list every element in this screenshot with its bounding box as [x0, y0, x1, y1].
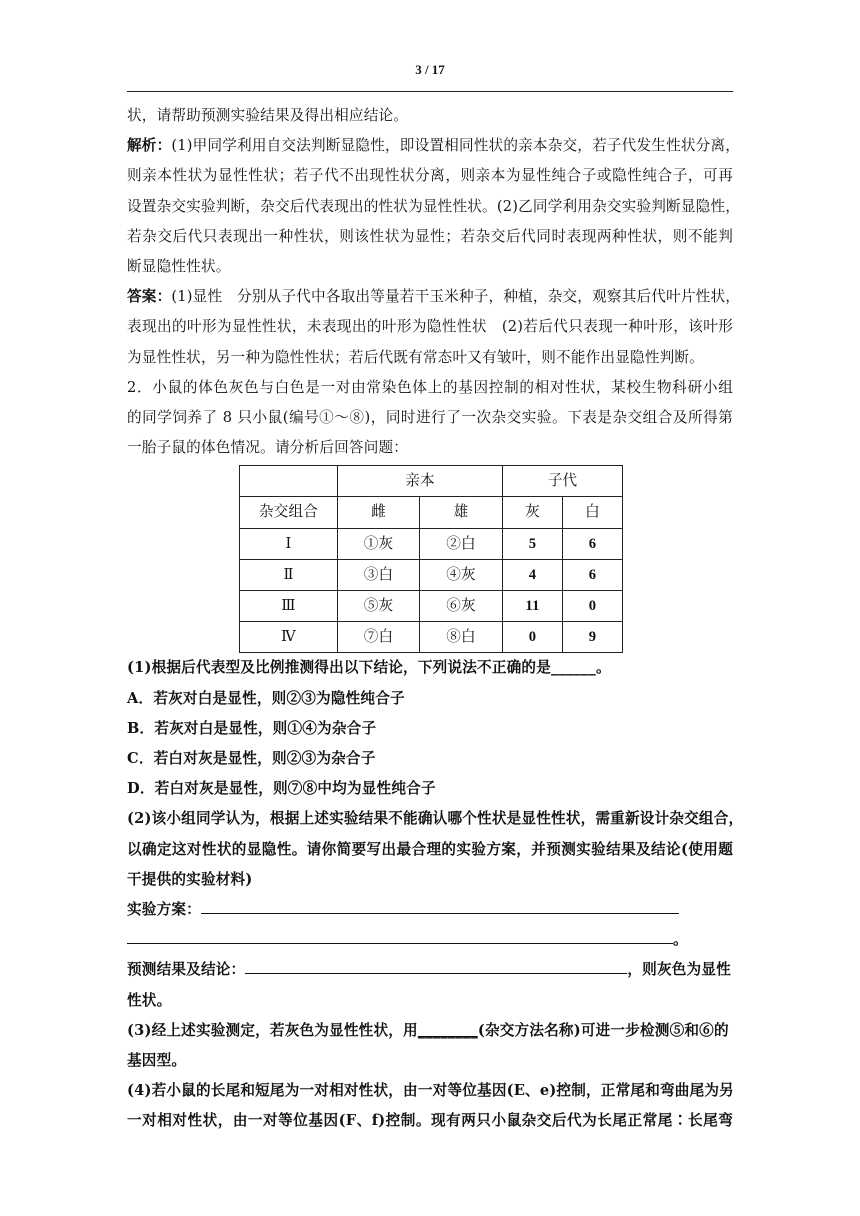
- cell-male: ⑧白: [420, 622, 503, 653]
- cell-female: ⑤灰: [338, 591, 420, 622]
- option-b: B．若灰对白是显性，则①④为杂合子: [127, 719, 377, 737]
- plan-blank-2[interactable]: [127, 925, 673, 944]
- header-rule: [127, 91, 733, 92]
- table-corner: [240, 466, 338, 497]
- option-c: C．若白对灰是显性，则②③为杂合子: [127, 750, 376, 768]
- question-stem: 一胎子鼠的体色情况。请分析后回答问题：: [127, 439, 409, 457]
- answer-text: (1)显性 分别从子代中各取出等量若干玉米种子，种植，杂交，观察其后代叶片性状，: [171, 288, 741, 306]
- predict-tail: ，则灰色为显性: [627, 961, 731, 979]
- sub-question-1: (1)根据后代表型及比例推测得出以下结论，下列说法不正确的是______。: [127, 659, 611, 677]
- analysis-line: 若杂交后代只表现出一种性状，则该性状为显性；若杂交后代同时表现两种性状，则不能判: [127, 227, 733, 245]
- table-col-female: 雌: [338, 497, 420, 528]
- sub3-blank[interactable]: ________: [417, 1021, 478, 1039]
- table-row: [240, 528, 623, 559]
- cell-white: 6: [563, 559, 623, 590]
- cell-female: ③白: [338, 559, 420, 590]
- cell-grey: 4: [503, 559, 563, 590]
- cell-grey: 5: [503, 528, 563, 559]
- table-row: [240, 591, 623, 622]
- q1-tail-line: 状，请帮助预测实验结果及得出相应结论。: [127, 107, 409, 124]
- sub-question-3: [127, 1016, 733, 1046]
- table-row: [240, 622, 623, 653]
- plan-blank[interactable]: [201, 895, 679, 914]
- table-row: [240, 559, 623, 590]
- question-stem: 2．小鼠的体色灰色与白色是一对由常染色体上的基因控制的相对性状，某校生物科研小组: [127, 378, 733, 396]
- page-number: 3 / 17: [415, 62, 445, 77]
- cell-male: ④灰: [420, 559, 503, 590]
- analysis-line: 断显隐性性状。: [127, 257, 231, 275]
- cell-cross: Ⅰ: [240, 528, 338, 559]
- answer-label: 答案：: [127, 288, 172, 306]
- analysis-line: 则亲本性状为显性性状；若子代不出现性状分离，则亲本为显性纯合子或隐性纯合子，可再: [127, 167, 733, 185]
- option-a: A．若灰对白是显性，则②③为隐性纯合子: [127, 689, 405, 707]
- option-d: D．若白对灰是显性，则⑦⑧中均为显性纯合子: [127, 780, 436, 798]
- cell-grey: 11: [503, 591, 563, 622]
- sub3-post: (杂交方法名称)可进一步检测⑤和⑥的: [477, 1021, 729, 1039]
- plan-line-2: [127, 925, 733, 955]
- predict-line: [127, 955, 733, 985]
- plan-label: 实验方案：: [127, 900, 201, 918]
- sub-question-4: 一对相对性状，由一对等位基因(F、f)控制。现有两只小鼠杂交后代为长尾正常尾∶长尾弯: [127, 1112, 733, 1130]
- answer-line: 为显性性状，另一种为隐性性状；若后代既有常态叶又有皱叶，则不能作出显隐性判断。: [127, 348, 704, 366]
- analysis-text: (1)甲同学利用自交法判断显隐性，即设置相同性状的亲本杂交，若子代发生性状分离，: [171, 137, 741, 155]
- table-col-grey: 灰: [503, 497, 563, 528]
- cell-grey: 0: [503, 622, 563, 653]
- analysis-label: 解析：: [127, 137, 172, 155]
- table-col-cross: 杂交组合: [240, 497, 338, 528]
- cross-table: [239, 465, 623, 653]
- cell-male: ⑥灰: [420, 591, 503, 622]
- cell-male: ②白: [420, 528, 503, 559]
- sub-question-2: 干提供的实验材料): [127, 870, 253, 888]
- answer-line: 表现出的叶形为显性性状，未表现出的叶形为隐性性状 (2)若后代只表现一种叶形，该叶形: [127, 318, 733, 336]
- cell-female: ⑦白: [338, 622, 420, 653]
- predict-label: 预测结果及结论：: [127, 961, 246, 979]
- table-header-parents: 亲本: [338, 466, 503, 497]
- cell-cross: Ⅱ: [240, 559, 338, 590]
- cell-cross: Ⅳ: [240, 622, 338, 653]
- table-col-male: 雄: [420, 497, 503, 528]
- page-content: [127, 101, 744, 1136]
- plan-line: [127, 895, 733, 925]
- cell-white: 9: [563, 622, 623, 653]
- sub-question-2: 以确定这对性状的显隐性。请你简要写出最合理的实验方案，并预测实验结果及结论(使用题: [127, 840, 733, 858]
- question-stem: 的同学饲养了 8 只小鼠(编号①～⑧)，同时进行了一次杂交实验。下表是杂交组合及所得第: [127, 408, 733, 426]
- predict-line-2: 性状。: [127, 991, 172, 1009]
- cell-white: 6: [563, 528, 623, 559]
- cell-white: 0: [563, 591, 623, 622]
- cell-cross: Ⅲ: [240, 591, 338, 622]
- predict-blank[interactable]: [245, 955, 627, 974]
- sub3-pre: (3)经上述实验测定，若灰色为显性性状，用: [127, 1021, 418, 1039]
- plan-period: 。: [673, 931, 688, 949]
- table-header-offspring: 子代: [503, 466, 623, 497]
- answer-line: [127, 282, 741, 312]
- cell-female: ①灰: [338, 528, 420, 559]
- analysis-line: [127, 131, 741, 161]
- analysis-line: 设置杂交实验判断，杂交后代表现出的性状为显性性状。(2)乙同学利用杂交实验判断显隐性，: [127, 197, 741, 215]
- sub-question-3-line2: 基因型。: [127, 1051, 187, 1069]
- sub-question-2: (2)该小组同学认为，根据上述实验结果不能确认哪个性状是显性性状，需重新设计杂交组合，: [127, 810, 744, 828]
- sub-question-4: (4)若小鼠的长尾和短尾为一对相对性状，由一对等位基因(E、e)控制，正常尾和弯曲尾为另: [127, 1082, 734, 1100]
- table-col-white: 白: [563, 497, 623, 528]
